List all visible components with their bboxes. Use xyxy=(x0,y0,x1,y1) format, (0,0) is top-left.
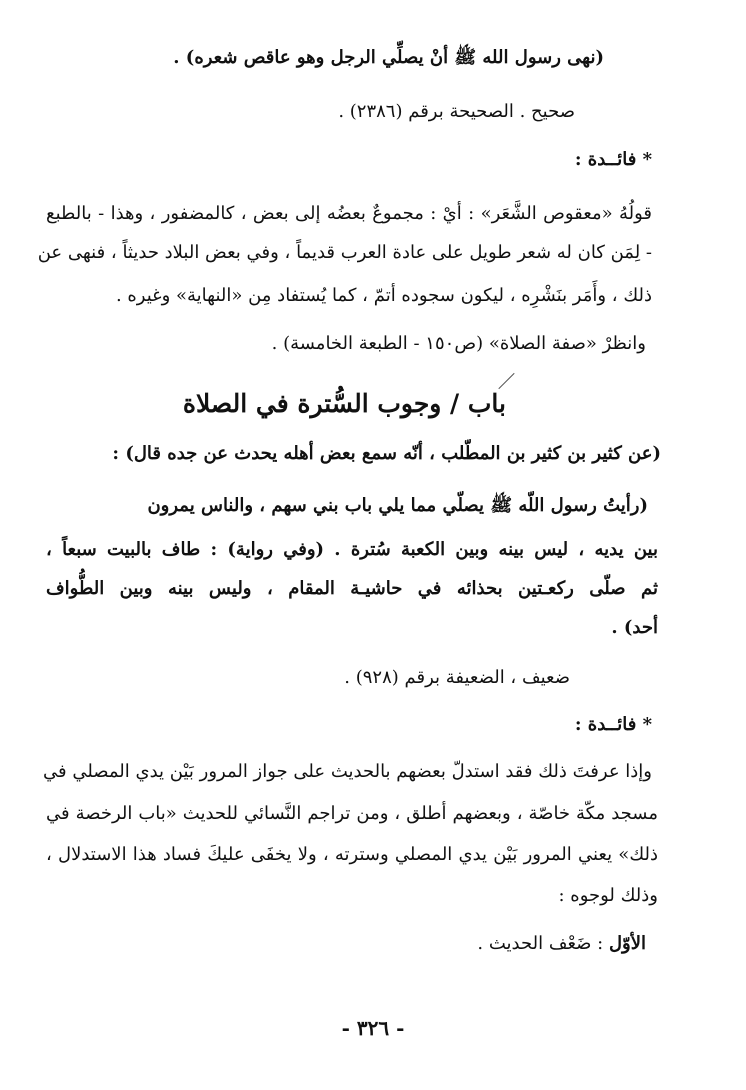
page-number: - ٣٢٦ - xyxy=(341,1016,405,1040)
benefit-line: وإذا عرفتَ ذلك فقد استدلّ بعضهم بالحديث على جواز المرور بَيْن يدي المصلي في xyxy=(42,761,652,782)
benefit-line: قولُهُ «معقوص الشَّعَر» : أيْ : مجموعٌ بعضُه إلى بعض ، كالمضفور ، وهذا - بالطبع xyxy=(46,203,652,224)
benefit-line: وذلك لوجوه : xyxy=(558,885,658,906)
benefit-point xyxy=(477,930,646,958)
hadith-grading: ضعيف ، الضعيفة برقم (٩٢٨) . xyxy=(344,667,570,688)
benefit-heading: * فائــدة : xyxy=(574,149,652,170)
hadith-line: ثم صلّى ركعـتين بحذائه في حاشيـة المقام ، وليس بينه وبين الطُّواف xyxy=(46,578,658,599)
pencil-mark xyxy=(498,373,514,389)
hadith-grading: صحيح . الصحيحة برقم (٢٣٨٦) . xyxy=(338,101,575,122)
hadith-line: بين يديه ، ليس بينه وبين الكعبة سُترة . (وفي رواية) : طاف بالبيت سبعاً ، xyxy=(46,539,658,560)
benefit-line: - لِمَن كان له شعر طويل على عادة العرب قديماً ، وفي بعض البلاد حديثاً ، فنهى عن xyxy=(37,242,652,263)
benefit-line: ذلك ، وأَمَر بنَشْرِه ، ليكون سجوده أتمّ ، كما يُستفاد مِن «النهاية» وغيره . xyxy=(115,285,652,306)
benefit-line: مسجد مكّة خاصّة ، وبعضهم أطلق ، ومن تراجم النَّسائي للحديث «باب الرخصة في xyxy=(46,803,658,824)
hadith-line: (رأيتُ رسول اللّه ﷺ يصلّي مما يلي باب بني سهم ، والناس يمرون xyxy=(147,495,648,516)
hadith-text: (نهى رسول الله ﷺ أنْ يصلِّي الرجل وهو عاقص شعره) . xyxy=(173,47,604,68)
benefit-heading: * فائــدة : xyxy=(574,714,652,735)
benefit-line: ذلك» يعني المرور بَيْن يدي المصلي وسترته ، ولا يخفَى عليكَ فساد هذا الاستدلال ، xyxy=(46,844,658,865)
hadith-intro: (عن كثير بن كثير بن المطّلب ، أنّه سمع بعض أهله يحدث عن جده قال) : xyxy=(112,443,661,464)
hadith-line: أحد) . xyxy=(611,617,658,638)
point-text: : ضَعْف الحديث . xyxy=(477,933,604,954)
chapter-title: باب / وجوب السُّترة في الصلاة xyxy=(182,389,506,418)
benefit-line: وانظرْ «صفة الصلاة» (ص١٥٠ - الطبعة الخامسة) . xyxy=(271,333,646,354)
point-label: الأوّل xyxy=(608,933,646,954)
